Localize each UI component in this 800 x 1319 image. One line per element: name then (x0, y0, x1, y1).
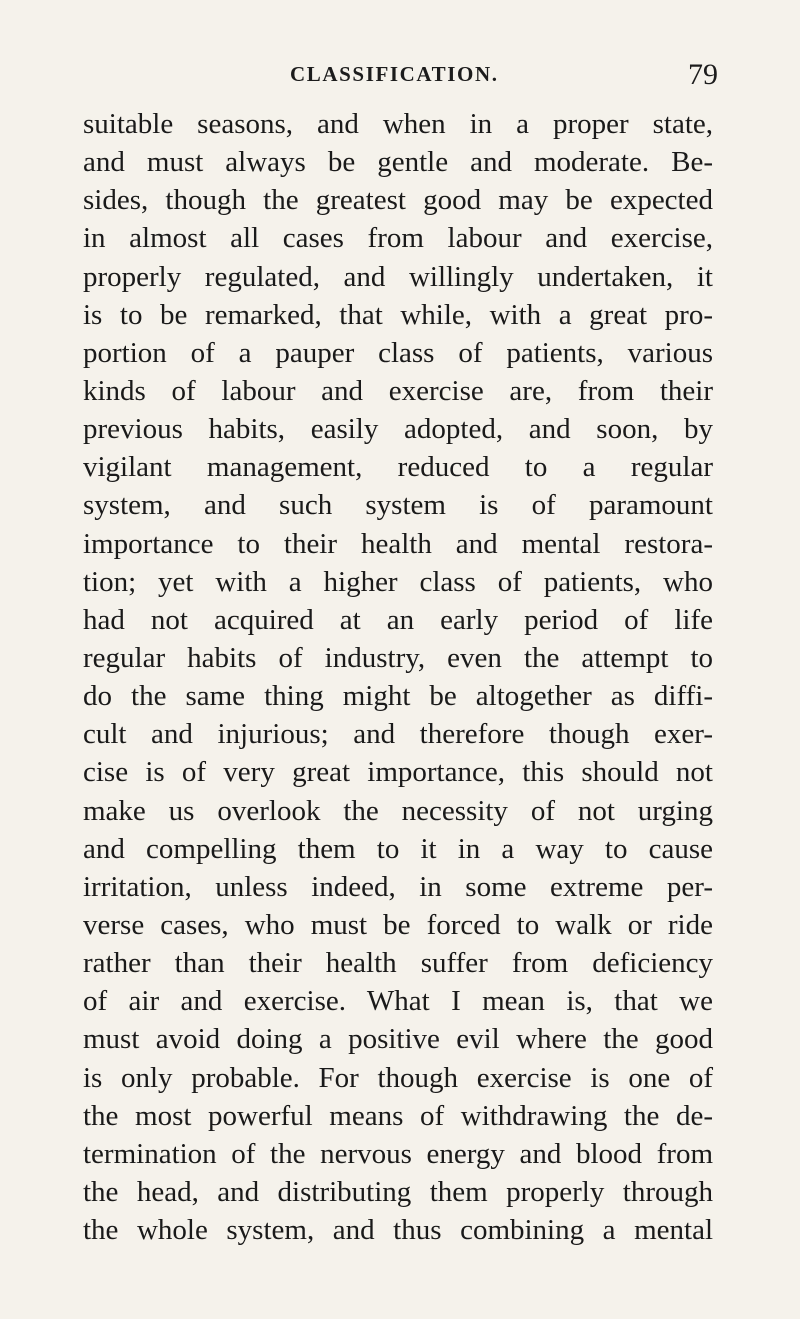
text-line: do the same thing might be altogether as diffi- (83, 680, 713, 713)
body-text (83, 105, 713, 1249)
text-line: make us overlook the necessity of not urging (83, 794, 713, 827)
text-line: is only probable. For though exercise is one of (83, 1061, 713, 1094)
text-line: properly regulated, and willingly undertaken, it (83, 260, 713, 293)
running-title: CLASSIFICATION. (290, 62, 499, 86)
text-line: rather than their health suffer from deficiency (83, 947, 713, 980)
text-line: in almost all cases from labour and exercise, (83, 222, 713, 255)
text-line: previous habits, easily adopted, and soon, by (83, 413, 713, 446)
text-line: and must always be gentle and moderate. Be- (83, 146, 713, 179)
text-line: irritation, unless indeed, in some extreme per- (83, 870, 713, 903)
text-line: portion of a pauper class of patients, various (83, 336, 713, 369)
text-line: verse cases, who must be forced to walk or ride (83, 908, 713, 941)
page-number: 79 (688, 58, 718, 91)
text-line: importance to their health and mental restora- (83, 527, 713, 560)
text-line: the most powerful means of withdrawing the de- (83, 1099, 713, 1132)
text-line: sides, though the greatest good may be expected (83, 184, 713, 217)
text-line: regular habits of industry, even the attempt to (83, 641, 713, 674)
text-line: suitable seasons, and when in a proper state, (83, 108, 713, 140)
text-line: of air and exercise. What I mean is, that we (83, 985, 713, 1018)
text-line: vigilant management, reduced to a regular (83, 451, 713, 484)
text-line: system, and such system is of paramount (83, 489, 713, 522)
text-line: cise is of very great importance, this should not (83, 756, 713, 789)
text-line: kinds of labour and exercise are, from their (83, 374, 713, 407)
text-line: cult and injurious; and therefore though exer- (83, 718, 713, 751)
text-line: had not acquired at an early period of life (83, 603, 713, 636)
text-line: the whole system, and thus combining a mental (83, 1214, 713, 1247)
text-line: is to be remarked, that while, with a great pro- (83, 298, 713, 331)
text-line: tion; yet with a higher class of patients, who (83, 565, 713, 598)
text-line: the head, and distributing them properly through (83, 1175, 713, 1208)
text-line: and compelling them to it in a way to cause (83, 832, 713, 865)
running-head (0, 58, 800, 98)
text-line: must avoid doing a positive evil where the good (83, 1023, 713, 1056)
text-line: termination of the nervous energy and blood from (83, 1137, 713, 1170)
